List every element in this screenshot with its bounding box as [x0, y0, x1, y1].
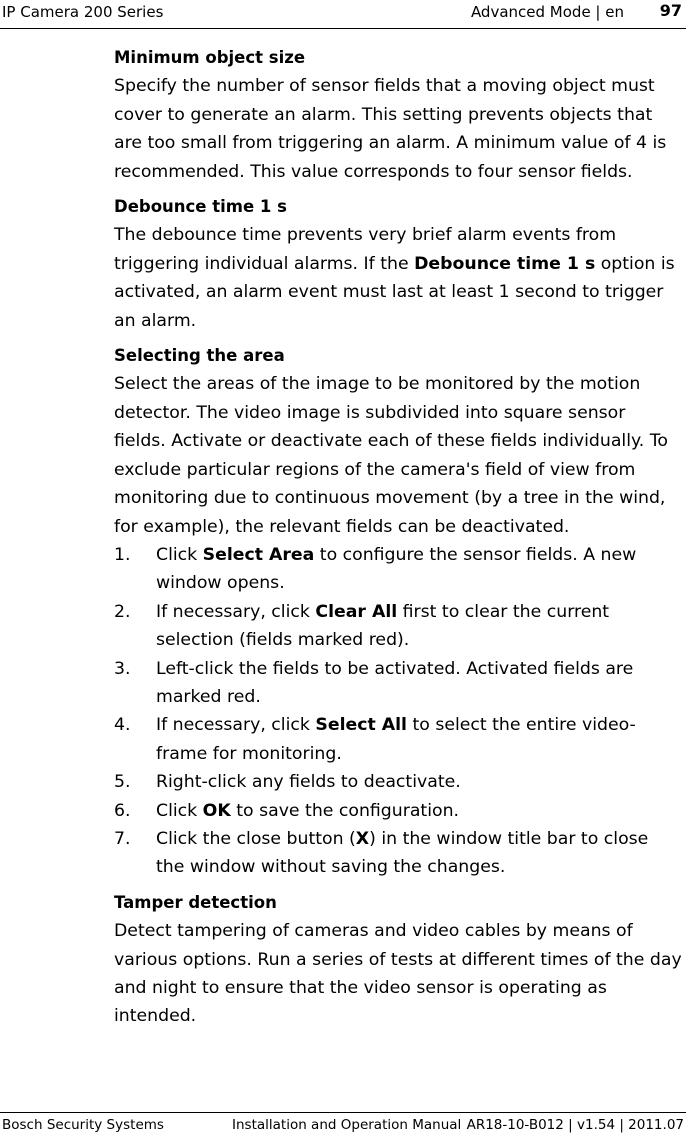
- step-item: [114, 655, 682, 712]
- step-item: [114, 768, 682, 796]
- page-number: 97: [659, 1, 682, 20]
- section-selecting-area: [114, 342, 682, 882]
- text-segment: If necessary, click: [156, 601, 316, 622]
- bold-term: Select Area: [202, 544, 315, 565]
- section-title: Debounce time 1 s: [114, 197, 287, 217]
- text-segment: to configure the sensor fields. A new window opens.: [156, 544, 637, 594]
- text-segment: first to clear the current selection (fields marked red).: [156, 601, 610, 651]
- text-segment: Click: [156, 800, 203, 821]
- text-segment: ) in the window title bar to close the window without saving the changes.: [156, 828, 649, 878]
- section-tamper-detection: [114, 889, 682, 1031]
- step-number: 1.: [114, 544, 131, 565]
- section-title: Minimum object size: [114, 48, 306, 67]
- section-debounce-time: [114, 193, 682, 335]
- step-item: [114, 797, 682, 825]
- text-segment: The debounce time prevents very brief alarm events from triggering individual alarms. If the: [114, 225, 617, 274]
- step-number: 4.: [114, 715, 131, 736]
- footer-doc-id: AR18-10-B012 | v1.54 | 2011.07: [466, 1117, 684, 1133]
- step-item: [114, 541, 682, 598]
- section-text: Specify the number of sensor fields that a moving object must cover to generate an alarm. This setting prevents objects that are too small from triggering an alarm. A minimum value of 4 is recommended. This value corresponds to four sensor fields.: [114, 76, 667, 182]
- text-segment: If necessary, click: [156, 715, 316, 736]
- section-title: Tamper detection: [114, 892, 277, 912]
- step-number: 3.: [114, 658, 131, 679]
- bold-term: Select All: [315, 715, 407, 736]
- footer-manual: Installation and Operation Manual: [232, 1117, 462, 1133]
- step-number: 7.: [114, 828, 131, 849]
- text-segment: option is activated, an alarm event must last at least 1 second to trigger an alarm.: [114, 253, 675, 331]
- section-text: [114, 221, 682, 335]
- text-segment: Click the close button (: [156, 828, 356, 849]
- page-content: [114, 44, 682, 1038]
- header-product: IP Camera 200 Series: [2, 3, 164, 21]
- page-header: [0, 0, 686, 29]
- section-title: Selecting the area: [114, 346, 285, 366]
- bold-term: OK: [202, 800, 231, 821]
- step-item: [114, 825, 682, 882]
- text-segment: to save the configuration.: [230, 800, 460, 821]
- step-number: 2.: [114, 601, 131, 622]
- text-segment: Right-click any fields to deactivate.: [156, 772, 461, 793]
- header-section: Advanced Mode | en: [470, 3, 624, 21]
- footer-company: Bosch Security Systems: [2, 1117, 164, 1133]
- bold-term: Debounce time 1 s: [414, 253, 596, 274]
- step-number: 5.: [114, 772, 131, 793]
- page-footer: [0, 1112, 686, 1137]
- steps-list: [114, 541, 682, 882]
- step-number: 6.: [114, 800, 131, 821]
- step-item: [114, 711, 682, 768]
- text-segment: Click: [156, 544, 203, 565]
- text-segment: to select the entire video-frame for monitoring.: [156, 715, 636, 764]
- text-segment: Left-click the fields to be activated. Activated fields are marked red.: [156, 658, 634, 707]
- bold-term: Clear All: [315, 601, 398, 622]
- section-text: Select the areas of the image to be monitored by the motion detector. The video image is subdivided into square sensor fields. Activate or deactivate each of these fields individually. To exclude particular regions of the camera's field of view from monitoring due to continuous movement (by a tree in the wind, for example), the relevant fields can be deactivated.: [114, 374, 668, 537]
- step-item: [114, 598, 682, 655]
- bold-term: X: [355, 828, 370, 849]
- section-text: Detect tampering of cameras and video cables by means of various options. Run a series of tests at different times of the day and night to ensure that the video sensor is operating as intended.: [114, 921, 682, 1027]
- section-minimum-object-size: [114, 44, 682, 186]
